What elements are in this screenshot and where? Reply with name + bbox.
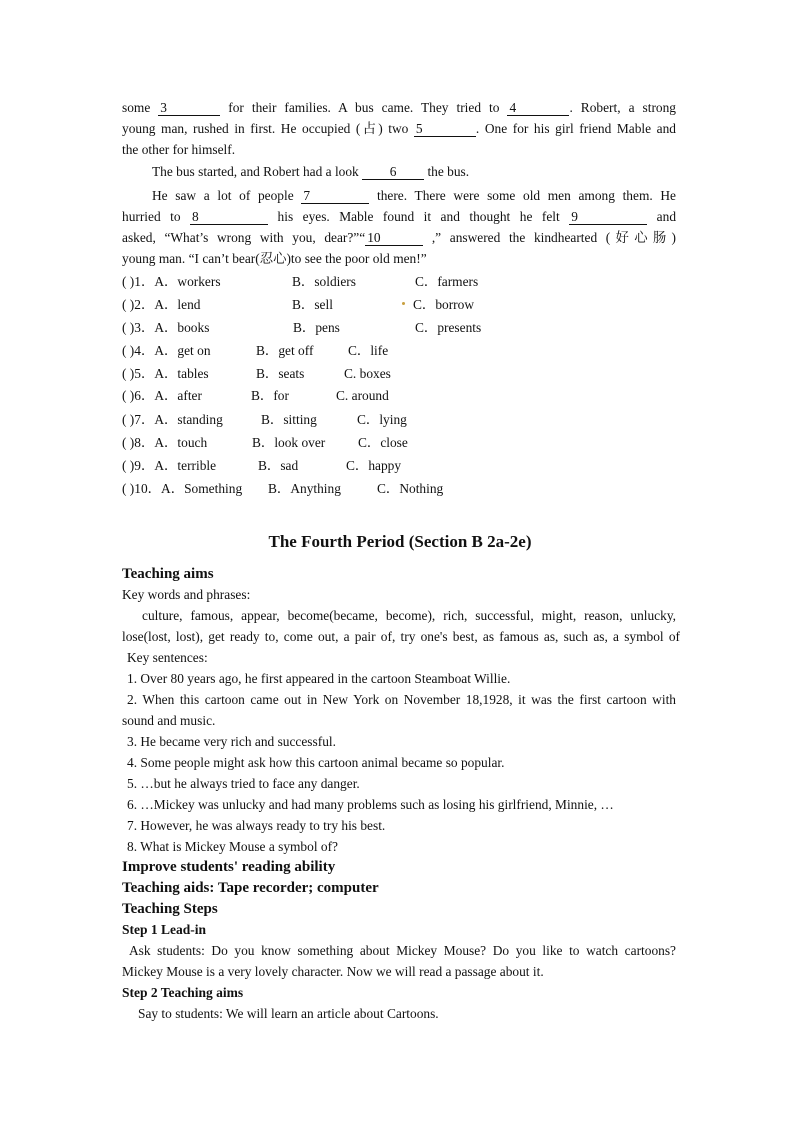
text: hurried to (122, 209, 191, 224)
step-1-text-1: Ask students: Do you know something about Mickey Mouse? Do you like to watch cartoons? (129, 943, 676, 958)
text: The bus started, and Robert had a look (152, 164, 363, 179)
key-words-line-1: culture, famous, appear, become(became, become), rich, successful, might, reason, unlucky, (142, 608, 676, 623)
question-1-b: B．soldiers (292, 274, 356, 289)
section-title: The Fourth Period (Section B 2a-2e) (268, 532, 532, 551)
blank-9: 9 (569, 210, 647, 225)
text: . One for his girl friend Mable and (475, 121, 676, 136)
key-words-line-2: lose(lost, lost), get ready to, come out, a pair of, try one's best, as famous as, such as, a symbol of (122, 629, 680, 644)
question-9-b: B．sad (258, 458, 299, 473)
blank-8: 8 (190, 210, 268, 225)
question-1-a: ( )1．A．workers (122, 274, 221, 289)
question-9-c: C．happy (346, 458, 402, 473)
question-1-c: C．farmers (415, 274, 479, 289)
step-1-heading: Step 1 Lead-in (122, 922, 207, 937)
blank-4: 4 (507, 101, 569, 116)
key-words-label: Key words and phrases: (122, 587, 251, 602)
sentence-8: 8. What is Mickey Mouse a symbol of? (127, 839, 338, 854)
question-2-a: ( )2．A．lend (122, 297, 201, 312)
question-3-b: B．pens (293, 320, 340, 335)
question-6-a: ( )6．A．after (122, 388, 202, 403)
text: and (647, 209, 677, 224)
question-10-c: C．Nothing (377, 481, 444, 496)
blank-5: 5 (414, 122, 476, 137)
question-10-a: ( )10．A．Something (122, 481, 243, 496)
text: He saw a lot of people (152, 188, 302, 203)
teaching-aids-heading: Teaching aids: Tape recorder; computer (122, 880, 379, 896)
question-5-c: C. boxes (344, 366, 391, 381)
question-10-b: B．Anything (268, 481, 341, 496)
question-2-c: C．borrow (413, 297, 474, 312)
question-7-c: C．lying (357, 412, 407, 427)
passage-line-1 (122, 99, 676, 117)
blank-7: 7 (301, 189, 369, 204)
question-4-c: C．life (348, 343, 389, 358)
sentence-2: 2. When this cartoon came out in New York on November 18,1928, it was the first cartoon with (127, 692, 676, 707)
question-8-c: C．close (358, 435, 408, 450)
passage-line-5 (152, 187, 676, 205)
step-2-text: Say to students: We will learn an article about Cartoons. (138, 1006, 439, 1021)
blank-6: 6 (362, 165, 424, 180)
sentence-2-cont: sound and music. (122, 713, 216, 728)
sentence-3: 3. He became very rich and successful. (127, 734, 336, 749)
question-4-b: B．get off (256, 343, 314, 358)
text: his eyes. Mable found it and thought he felt (268, 209, 570, 224)
question-9-a: ( )9．A．terrible (122, 458, 217, 473)
improve-heading: Improve students' reading ability (122, 859, 336, 875)
text: there. There were some old men among them. He (369, 188, 676, 203)
text: the bus. (424, 164, 470, 179)
question-7-b: B．sitting (261, 412, 317, 427)
text: ,” answered the kindhearted (好心肠) (423, 230, 677, 245)
sentence-4: 4. Some people might ask how this cartoon animal became so popular. (127, 755, 505, 770)
question-8-b: B．look over (252, 435, 326, 450)
question-3-c: C．presents (415, 320, 482, 335)
question-4-a: ( )4．A．get on (122, 343, 211, 358)
step-1-text-2: Mickey Mouse is a very lovely character. Now we will read a passage about it. (122, 964, 544, 979)
text: for their families. A bus came. They tried to (220, 100, 508, 115)
sentence-5: 5. …but he always tried to face any danger. (127, 776, 360, 791)
passage-line-8: young man. “I can’t bear(忍心)to see the poor old men!” (122, 251, 427, 266)
passage-line-3: the other for himself. (122, 142, 236, 157)
text: . Robert, a strong (569, 100, 676, 115)
sentence-7: 7. However, he was always ready to try his best. (127, 818, 386, 833)
passage-line-7 (122, 229, 676, 247)
text: young man, rushed in first. He occupied (占) two (122, 121, 414, 136)
question-6-c: C. around (336, 388, 389, 403)
stray-mark (402, 302, 405, 305)
passage-line-6 (122, 208, 676, 226)
step-2-heading: Step 2 Teaching aims (122, 985, 244, 1000)
question-5-b: B．seats (256, 366, 305, 381)
blank-3: 3 (158, 101, 220, 116)
question-3-a: ( )3．A．books (122, 320, 210, 335)
question-2-b: B．sell (292, 297, 333, 312)
key-sentences-label: Key sentences: (127, 650, 208, 665)
text: asked, “What’s wrong with you, dear?”“ (122, 230, 366, 245)
passage-line-2 (122, 120, 676, 138)
question-5-a: ( )5．A．tables (122, 366, 209, 381)
passage-line-4 (152, 163, 706, 181)
question-6-b: B．for (251, 388, 289, 403)
teaching-steps-heading: Teaching Steps (122, 901, 218, 917)
question-8-a: ( )8．A．touch (122, 435, 208, 450)
sentence-1: 1. Over 80 years ago, he first appeared in the cartoon Steamboat Willie. (127, 671, 511, 686)
sentence-6: 6. …Mickey was unlucky and had many problems such as losing his girlfriend, Minnie, … (127, 797, 614, 812)
teaching-aims-heading: Teaching aims (122, 566, 214, 582)
blank-10: 10 (365, 231, 423, 246)
question-7-a: ( )7．A．standing (122, 412, 223, 427)
text: some (122, 100, 159, 115)
